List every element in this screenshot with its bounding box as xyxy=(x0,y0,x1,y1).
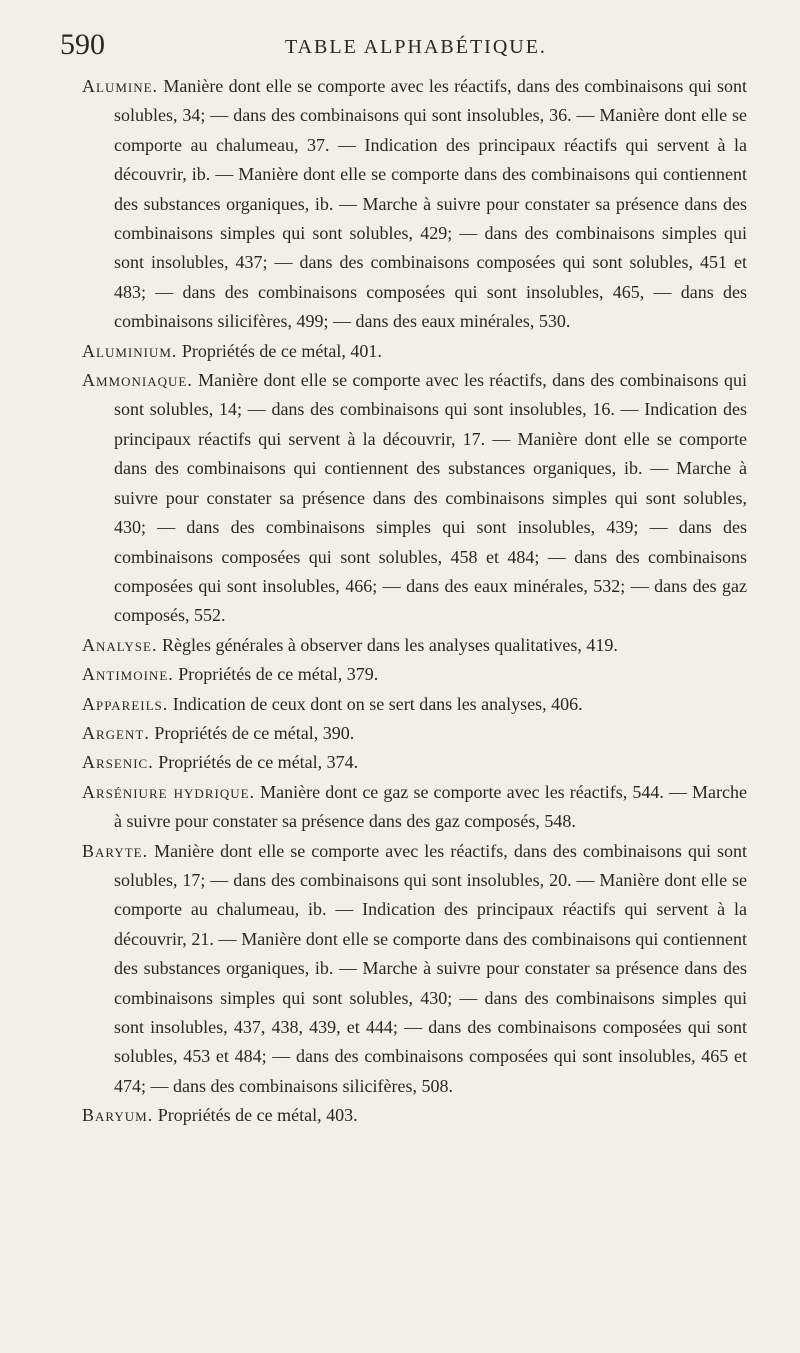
entry-text: Indication de ceux dont on se sert dans les analyses, 406. xyxy=(172,693,583,714)
page-header xyxy=(60,28,740,68)
entry-text: Règles générales à observer dans les analyses qualitatives, 419. xyxy=(161,634,618,655)
entry-term: Baryte. xyxy=(82,840,149,861)
index-entry-baryte xyxy=(82,837,747,1102)
entry-text: Propriétés de ce métal, 403. xyxy=(157,1105,358,1126)
entry-text: Manière dont elle se comporte avec les réactifs, dans des combinaisons qui sont solubles, 17; — dans des combinaisons qui sont insolubles, 20. — Manière dont elle se comporte au chalumeau, ib. — Indication des principaux réactifs qui servent à la découvrir, 21. — Manière dont elle se comporte dans des combinaisons qui contiennent des substances organiques, ib. — Marche à suivre pour constater sa présence dans des combinaisons simples qui sont solubles, 430; — dans des combinaisons simples qui sont insolubles, 437, 438, 439, et 444; — dans des combinaisons composées qui sont solubles, 453 et 484; — dans des combinaisons composées qui sont insolubles, 465 et 474; — dans des combinaisons silicifères, 508. xyxy=(114,840,747,1096)
entry-term: Ammoniaque. xyxy=(82,370,193,391)
entry-term: Appareils. xyxy=(82,693,169,714)
index-entries xyxy=(82,72,747,1131)
index-entry-arsenic xyxy=(82,748,747,777)
entry-text: Propriétés de ce métal, 401. xyxy=(181,340,382,361)
entry-text: Propriétés de ce métal, 379. xyxy=(178,664,379,685)
index-entry-analyse xyxy=(82,631,747,660)
entry-text: Propriétés de ce métal, 374. xyxy=(158,752,359,773)
entry-term: Alumine. xyxy=(82,76,159,96)
entry-term: Antimoine. xyxy=(82,664,174,685)
index-entry-baryum xyxy=(82,1101,747,1130)
entry-term: Arséniure hydrique. xyxy=(82,781,256,802)
index-entry-aluminium xyxy=(82,337,747,366)
index-entry-appareils xyxy=(82,690,747,719)
entry-text: Manière dont elle se comporte avec les réactifs, dans des combinaisons qui sont solubles, 34; — dans des combinaisons qui sont insolubles, 36. — Manière dont elle se comporte au chalumeau, 37. — Indication des principaux réactifs qui servent à la découvrir, ib. — Manière dont elle se comporte dans des combinaisons qui contiennent des substances organiques, ib. — Marche à suivre pour constater sa présence dans des combinaisons simples qui sont solubles, 429; — dans des combinaisons simples qui sont insolubles, 437; — dans des combinaisons composées qui sont solubles, 451 et 483; — dans des combinaisons composées qui sont insolubles, 465, — dans des combinaisons silicifères, 499; — dans des eaux minérales, 530. xyxy=(114,76,747,332)
entry-text: Propriétés de ce métal, 390. xyxy=(154,722,355,743)
entry-term: Arsenic. xyxy=(82,752,154,773)
entry-term: Analyse. xyxy=(82,634,158,655)
entry-term: Argent. xyxy=(82,722,150,743)
entry-text: Manière dont elle se comporte avec les réactifs, dans des combinaisons qui sont solubles, 14; — dans des combinaisons qui sont insolubles, 16. — Indication des principaux réactifs qui servent à la découvrir, 17. — Manière dont elle se comporte dans des combinaisons qui contiennent des substances organiques, ib. — Marche à suivre pour constater sa présence dans des combinaisons simples qui sont solubles, 430; — dans des combinaisons simples qui sont insolubles, 439; — dans des combinaisons composées qui sont solubles, 458 et 484; — dans des combinaisons composées qui sont insolubles, 466; — dans des eaux minérales, 532; — dans des gaz composés, 552. xyxy=(114,370,748,626)
index-entry-antimoine xyxy=(82,660,747,689)
index-entry-arseniure-hydrique xyxy=(82,778,747,837)
entry-term: Baryum. xyxy=(82,1105,154,1126)
running-title: TABLE ALPHABÉTIQUE. xyxy=(285,36,547,58)
page-number: 590 xyxy=(60,28,105,61)
index-entry-argent xyxy=(82,719,747,748)
index-entry-ammoniaque xyxy=(82,366,747,631)
entry-text: Manière dont ce gaz se comporte avec les réactifs, 544. — Marche à suivre pour constater sa présence dans des gaz composés, 548. xyxy=(114,781,748,832)
index-entry-alumine xyxy=(82,72,747,337)
entry-term: Aluminium. xyxy=(82,340,178,361)
